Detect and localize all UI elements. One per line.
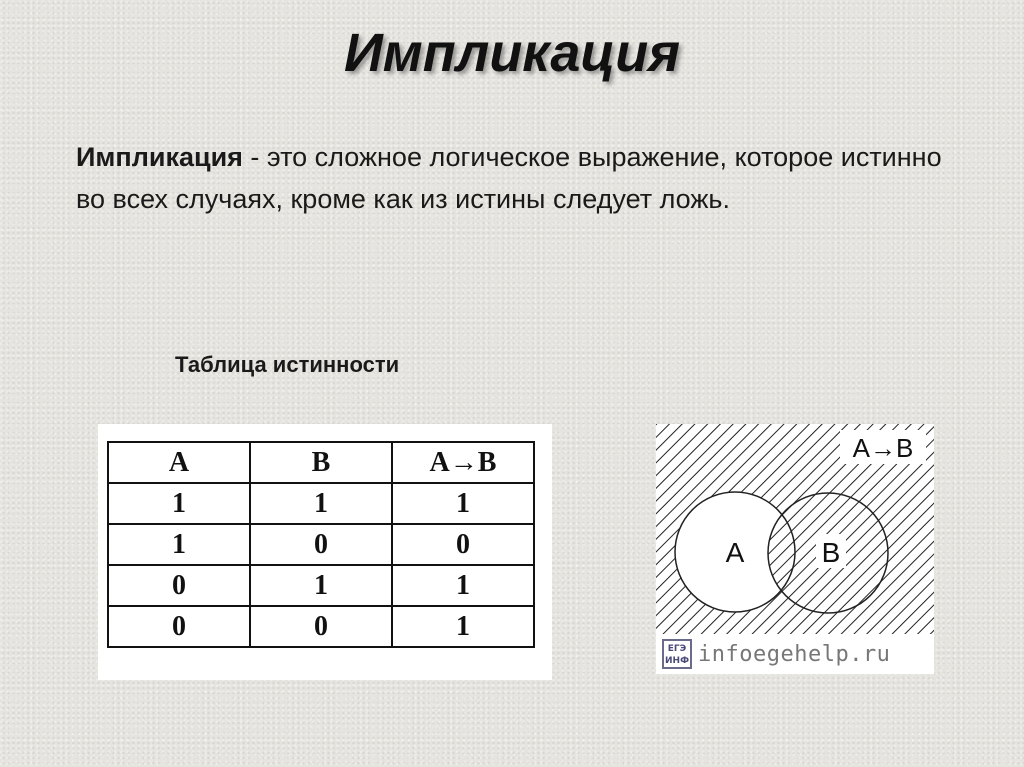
table-cell: 1: [108, 524, 250, 565]
table-cell: 0: [108, 565, 250, 606]
header-a-implies-b: A→B: [392, 442, 534, 483]
set-a-label: A: [725, 537, 745, 568]
header-a: A: [108, 442, 250, 483]
table-row: [108, 565, 534, 606]
venn-diagram: [656, 424, 934, 674]
truth-table: [107, 441, 535, 648]
truth-table-panel: [98, 424, 552, 680]
table-cell: 1: [392, 483, 534, 524]
watermark-text: infoegehelp.ru: [698, 641, 891, 667]
implication-label: A→B: [852, 433, 914, 463]
table-cell: 0: [392, 524, 534, 565]
table-row: [108, 606, 534, 647]
definition-body: - это сложное логическое выражение, которое истинно во всех случаях, кроме как из истины следует ложь.: [76, 142, 942, 214]
definition-text: [76, 136, 976, 220]
table-cell: 1: [392, 606, 534, 647]
table-cell: 1: [250, 483, 392, 524]
table-cell: 0: [250, 524, 392, 565]
definition-term: Импликация: [76, 142, 243, 172]
table-cell: 1: [392, 565, 534, 606]
watermark-logo-icon: ЕГЭ ИНФ: [662, 639, 692, 669]
table-cell: 0: [250, 606, 392, 647]
table-row: [108, 524, 534, 565]
venn-svg: [656, 424, 934, 634]
header-b: B: [250, 442, 392, 483]
truth-table-header-row: [108, 442, 534, 483]
table-cell: 0: [108, 606, 250, 647]
table-cell: 1: [108, 483, 250, 524]
slide-title: Импликация: [343, 23, 681, 83]
table-cell: 1: [250, 565, 392, 606]
set-b-label: B: [821, 537, 841, 568]
watermark: [656, 634, 934, 674]
truth-table-caption: Таблица истинности: [175, 352, 400, 377]
table-row: [108, 483, 534, 524]
